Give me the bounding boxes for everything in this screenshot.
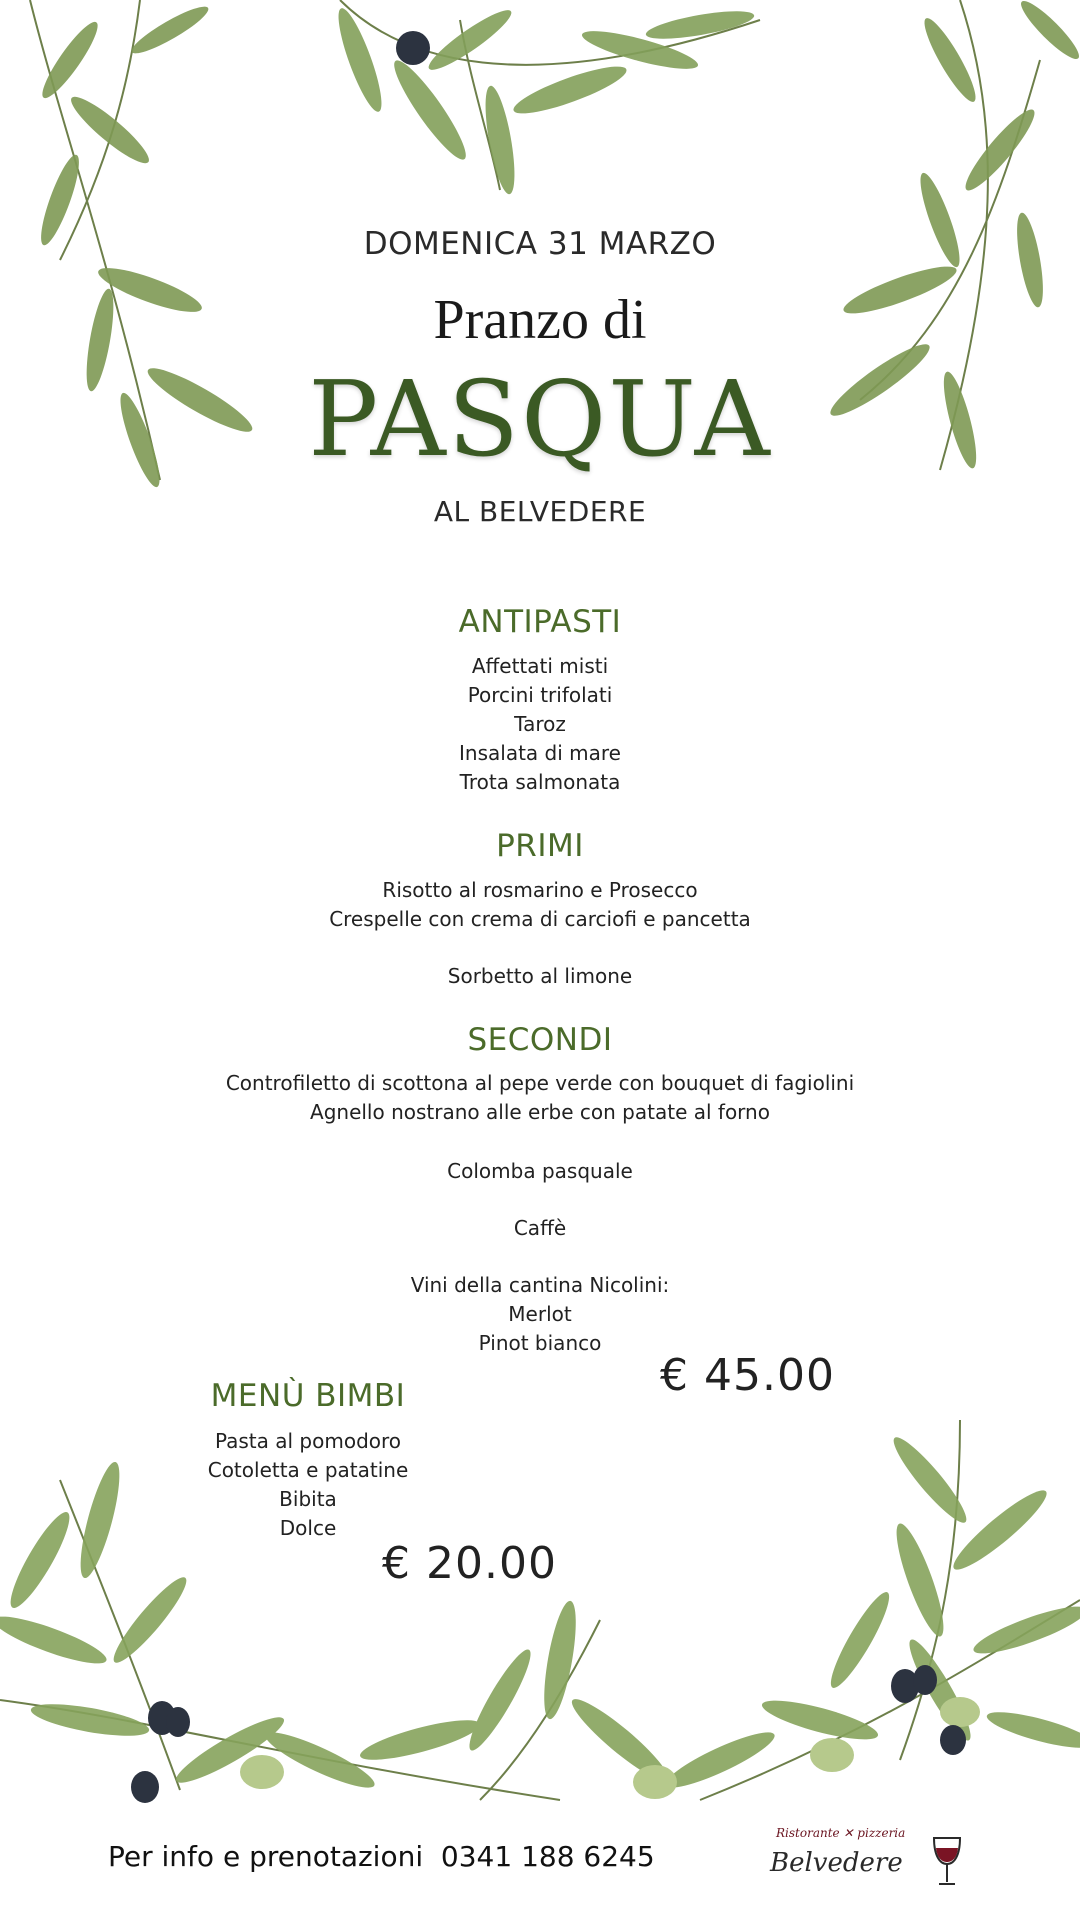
wine-glass-icon [930, 1836, 964, 1888]
menu-item: Porcini trifolati [467, 683, 613, 707]
menu-price: € 45.00 [660, 1350, 835, 1401]
menu-item: Insalata di mare [459, 741, 621, 765]
kids-menu-item: Pasta al pomodoro [214, 1429, 402, 1453]
primi-title: PRIMI [496, 828, 584, 864]
wine-item: Pinot bianco [478, 1331, 602, 1355]
event-date: DOMENICA 31 MARZO [363, 226, 717, 262]
restaurant-logo [770, 1826, 970, 1892]
menu-item: Affettati misti [471, 654, 609, 678]
antipasti-title: ANTIPASTI [458, 604, 622, 640]
logo-name: Belvedere [770, 1848, 903, 1878]
menu-item: Crespelle con crema di carciofi e pancetta [329, 907, 751, 931]
logo-subtitle: Ristorante ✕ pizzeria [776, 1826, 906, 1840]
menu-item: Taroz [514, 712, 566, 736]
menu-item: Agnello nostrano alle erbe con patate al forno [310, 1100, 770, 1124]
menu-item: Controfiletto di scottona al pepe verde con bouquet di fagiolini [225, 1071, 855, 1095]
pre-title: Pranzo di [433, 289, 647, 351]
menu-item: Risotto al rosmarino e Prosecco [382, 878, 698, 902]
kids-menu-title: MENÙ BIMBI [210, 1378, 406, 1414]
kids-menu-item: Bibita [279, 1487, 337, 1511]
venue-subtitle: AL BELVEDERE [433, 495, 647, 528]
contact-info: Per info e prenotazioni 0341 188 6245 [108, 1840, 655, 1873]
kids-menu-item: Dolce [279, 1516, 337, 1540]
page-title: PASQUA [308, 358, 772, 480]
wine-title: Vini della cantina Nicolini: [410, 1273, 670, 1297]
kids-menu-item: Cotoletta e patatine [207, 1458, 409, 1482]
secondi-title: SECONDI [467, 1022, 613, 1058]
dessert-item: Colomba pasquale [447, 1159, 633, 1183]
sorbetto-item: Sorbetto al limone [447, 964, 633, 988]
wine-item: Merlot [508, 1302, 572, 1326]
menu-item: Trota salmonata [459, 770, 621, 794]
coffee-item: Caffè [513, 1216, 567, 1240]
kids-menu-price: € 20.00 [382, 1538, 557, 1589]
